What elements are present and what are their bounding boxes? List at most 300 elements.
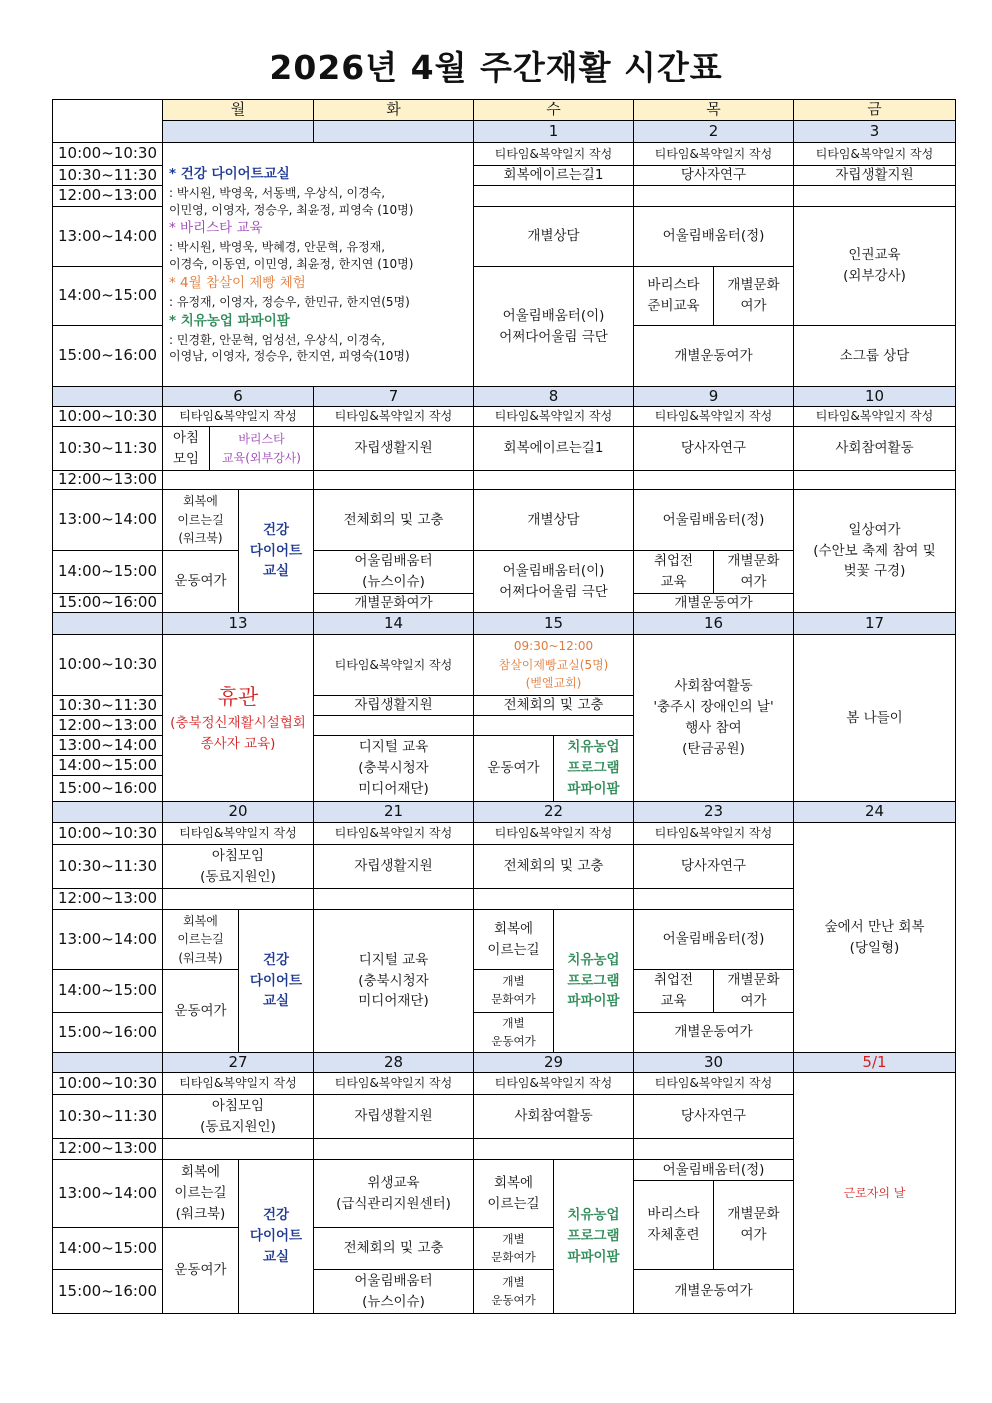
cell-text: 23 [703, 802, 724, 821]
cell-text: 14:00~15:00 [57, 286, 158, 305]
cell-text: 10:00~10:30 [57, 655, 158, 674]
cell-text: 월 [230, 100, 246, 119]
schedule-cell [313, 695, 474, 716]
cell-text: 13:00~14:00 [57, 510, 158, 529]
cell-text: 회복에 [493, 920, 534, 937]
schedule-cell [633, 406, 794, 427]
schedule-cell [313, 406, 474, 427]
schedule-cell [473, 1012, 554, 1053]
schedule-cell [633, 266, 714, 326]
schedule-cell [209, 426, 314, 471]
cell-text: 13:00~14:00 [57, 226, 158, 245]
schedule-cell [52, 1269, 163, 1314]
schedule-cell [473, 801, 634, 823]
schedule-cell [713, 969, 794, 1013]
schedule-cell [162, 470, 314, 490]
schedule-cell [633, 142, 794, 166]
schedule-cell [473, 206, 634, 267]
cell-text: 개별문화여가 [354, 594, 433, 611]
schedule-cell [633, 909, 794, 970]
cell-text: : 민경환, 안문혁, 엄성선, 우상식, 이경숙, [169, 332, 386, 347]
schedule-cell [52, 165, 163, 186]
schedule-cell [52, 888, 163, 910]
schedule-cell [793, 165, 956, 186]
cell-text: 10:30~11:30 [57, 856, 158, 875]
schedule-cell [633, 1138, 794, 1160]
cell-text: 디지털 교육 [358, 951, 429, 968]
schedule-cell [313, 612, 474, 635]
schedule-cell [473, 695, 634, 716]
schedule-cell [793, 406, 956, 427]
cell-text: 15 [543, 613, 564, 632]
cell-text: 개별문화 [727, 972, 780, 989]
schedule-cell [553, 1159, 634, 1314]
cell-text: 10:30~11:30 [57, 1106, 158, 1125]
cell-text: 회복에이르는길1 [503, 440, 604, 457]
schedule-cell [793, 185, 956, 207]
cell-text: : 박시원, 박영욱, 박혜경, 안문혁, 유정재, [169, 240, 386, 255]
schedule-cell [52, 634, 163, 696]
schedule-cell [313, 909, 474, 1053]
schedule-cell [473, 266, 634, 387]
schedule-cell [52, 550, 163, 594]
schedule-cell [473, 406, 634, 427]
cell-text: 티타임&복약일지 작성 [815, 146, 934, 161]
schedule-cell [313, 634, 474, 696]
cell-text: 12:00~13:00 [57, 470, 158, 489]
cell-text: 다이어트 [249, 1228, 303, 1245]
schedule-cell [162, 801, 314, 823]
cell-text: (당일형) [849, 939, 900, 956]
cell-text: 14 [383, 613, 404, 632]
cell-text: (수안보 축제 참여 및 [813, 542, 936, 559]
cell-text: 티타임&복약일지 작성 [334, 657, 453, 672]
schedule-cell [473, 185, 634, 207]
cell-text: 전체회의 및 고충 [343, 511, 444, 528]
schedule-cell [162, 386, 314, 407]
cell-text: 교실 [262, 993, 290, 1010]
cell-text: 티타임&복약일지 작성 [334, 409, 453, 424]
schedule-cell [793, 386, 956, 407]
cell-text: 어울림배움터(정) [662, 931, 765, 948]
schedule-cell [633, 550, 714, 594]
schedule-cell [633, 386, 794, 407]
schedule-cell [162, 822, 314, 845]
cell-text: 개별운동여가 [674, 347, 753, 364]
cell-text: 여가 [740, 1227, 767, 1243]
schedule-cell [52, 386, 163, 407]
schedule-cell [52, 266, 163, 326]
cell-text: (충북시청자 [358, 972, 429, 989]
cell-text: 행사 참여 [685, 720, 742, 736]
cell-text: 자체훈련 [647, 1227, 700, 1243]
cell-text: 15:00~16:00 [57, 593, 158, 612]
cell-text: 아침모임 [211, 847, 265, 864]
schedule-cell [52, 185, 163, 207]
cell-text: 15:00~16:00 [57, 346, 158, 365]
cell-text: 14:00~15:00 [57, 562, 158, 581]
schedule-cell [52, 206, 163, 267]
schedule-cell [52, 1052, 163, 1073]
schedule-cell [52, 775, 163, 802]
schedule-cell [313, 1227, 474, 1270]
cell-text: 27 [228, 1052, 248, 1071]
cell-text: 프로그램 [567, 760, 620, 777]
cell-text: 교육 [660, 574, 687, 590]
schedule-cell [162, 550, 239, 613]
schedule-cell [162, 634, 314, 802]
schedule-cell [238, 489, 314, 613]
cell-text: 회복에 [180, 1164, 221, 1181]
cell-text: * 바리스타 교육 [169, 220, 263, 237]
cell-text: 9 [708, 386, 719, 405]
cell-text: 바리스타 [647, 1206, 700, 1223]
cell-text: 근로자의 날 [843, 1185, 906, 1200]
schedule-cell [52, 1094, 163, 1139]
cell-text: 미디어재단) [358, 993, 429, 1010]
cell-text: 이르는길 [177, 932, 224, 947]
cell-text: 3 [869, 121, 880, 140]
cell-text: 금 [867, 100, 882, 119]
cell-text: 운동여가 [491, 1033, 536, 1048]
schedule-cell [313, 470, 474, 490]
cell-text: 인권교육 [848, 247, 901, 264]
cell-text: 이민영, 이영자, 정승우, 최윤정, 피영숙 (10명) [169, 202, 414, 217]
cell-text: 수 [546, 100, 561, 119]
cell-text: 개별운동여가 [674, 1283, 753, 1300]
schedule-cell [793, 801, 956, 823]
cell-text: 10:00~10:30 [57, 144, 158, 163]
schedule-cell [162, 489, 239, 551]
cell-text: 22 [543, 802, 564, 821]
schedule-cell [633, 325, 794, 387]
cell-text: 일상여가 [848, 521, 901, 538]
schedule-cell [162, 844, 314, 889]
cell-text: 자립생활지원 [354, 697, 433, 714]
cell-text: 프로그램 [567, 972, 620, 989]
schedule-cell [633, 1159, 794, 1181]
schedule-cell [162, 426, 210, 471]
schedule-cell [313, 822, 474, 845]
schedule-cell [553, 909, 634, 1053]
cell-text: 운동여가 [487, 760, 540, 777]
cell-text: 10:00~10:30 [57, 1073, 158, 1092]
schedule-cell [313, 120, 474, 143]
schedule-cell [52, 1012, 163, 1053]
cell-text: : 박시원, 박영욱, 서동백, 우상식, 이경숙, [169, 185, 386, 200]
cell-text: 운동여가 [491, 1292, 536, 1307]
schedule-cell [52, 1159, 163, 1228]
cell-text: 참살이제빵교실(5명) [498, 657, 609, 672]
schedule-cell [473, 550, 634, 613]
schedule-cell [313, 1052, 474, 1073]
schedule-cell [633, 206, 794, 267]
schedule-cell [52, 695, 163, 716]
cell-text: 10:00~10:30 [57, 406, 158, 425]
schedule-cell [473, 735, 554, 802]
schedule-cell [52, 735, 163, 756]
schedule-cell [633, 1269, 794, 1314]
schedule-cell [473, 489, 634, 551]
cell-text: 12:00~13:00 [57, 186, 158, 205]
schedule-cell [313, 1072, 474, 1095]
cell-text: 13:00~14:00 [57, 1183, 158, 1202]
schedule-cell [313, 844, 474, 889]
cell-text: 아침 [172, 429, 200, 446]
schedule-cell [473, 165, 634, 186]
schedule-cell [162, 406, 314, 427]
schedule-cell [473, 386, 634, 407]
schedule-cell [793, 1072, 956, 1314]
cell-text: 미디어재단) [358, 780, 429, 797]
schedule-cell [238, 909, 314, 1053]
schedule-cell [238, 1159, 314, 1314]
cell-text: 개별 [502, 974, 525, 989]
cell-text: (급식관리지원센터) [336, 1195, 451, 1212]
cell-text: 이경숙, 이동연, 이민영, 최윤정, 한지연 (10명) [169, 257, 414, 272]
cell-text: 어울림배움터 [354, 1272, 433, 1289]
schedule-cell [313, 386, 474, 407]
schedule-cell [633, 801, 794, 823]
schedule-cell [793, 142, 956, 166]
cell-text: 회복에 [493, 1174, 534, 1191]
cell-text: 준비교육 [647, 298, 700, 314]
schedule-cell [162, 1227, 239, 1314]
cell-text: 20 [228, 802, 248, 821]
cell-text: 티타임&복약일지 작성 [494, 409, 613, 424]
cell-text: 프로그램 [567, 1228, 620, 1245]
cell-text: 16 [703, 613, 724, 632]
schedule-cell [162, 1094, 314, 1139]
schedule-cell [633, 822, 794, 845]
cell-text: 티타임&복약일지 작성 [654, 1076, 773, 1091]
cell-text: (벧엘교회) [525, 676, 582, 691]
cell-text: 이르는길 [174, 1185, 227, 1202]
cell-text: 당사자연구 [680, 440, 747, 457]
schedule-cell [633, 470, 794, 490]
schedule-cell [313, 715, 474, 736]
schedule-cell [162, 612, 314, 635]
schedule-cell [633, 99, 794, 121]
schedule-cell [473, 612, 634, 635]
cell-text: 바리스타 [647, 277, 700, 294]
cell-text: 휴관 [217, 684, 259, 709]
cell-text: 어쩌다어울림 극단 [499, 328, 608, 345]
cell-text: 티타임&복약일지 작성 [179, 1076, 297, 1091]
cell-text: 티타임&복약일지 작성 [179, 826, 297, 841]
cell-text: 어울림배움터(정) [662, 228, 765, 245]
cell-text: 8 [548, 386, 559, 405]
schedule-cell [553, 735, 634, 802]
schedule-cell [633, 593, 794, 613]
cell-text: 운동여가 [174, 573, 227, 590]
cell-text: 10:30~11:30 [57, 695, 158, 714]
cell-text: 건강 [262, 521, 290, 538]
cell-text: 6 [233, 386, 243, 405]
schedule-cell [633, 120, 794, 143]
cell-text: 개별상담 [527, 228, 580, 245]
cell-text: 치유농업 [567, 739, 620, 756]
schedule-cell [633, 489, 794, 551]
cell-text: 이르는길 [177, 512, 224, 527]
schedule-cell [473, 426, 634, 471]
schedule-cell [473, 909, 554, 970]
cell-text: 교육 [660, 993, 687, 1009]
cell-text: 30 [703, 1052, 724, 1071]
page-title: 2026년 4월 주간재활 시간표 [269, 48, 723, 87]
schedule-cell [313, 593, 474, 613]
cell-text: 여가 [740, 993, 767, 1009]
cell-text: (워크북) [175, 1205, 226, 1222]
schedule-cell [633, 844, 794, 889]
schedule-cell [162, 1072, 314, 1095]
cell-text: (동료지원인) [200, 1118, 276, 1135]
schedule-cell [162, 969, 239, 1053]
schedule-cell [633, 888, 794, 910]
cell-text: 24 [864, 802, 885, 821]
cell-text: 티타임&복약일지 작성 [654, 826, 773, 841]
cell-text: 15:00~16:00 [57, 1281, 158, 1300]
schedule-cell [633, 165, 794, 186]
cell-text: 14:00~15:00 [57, 755, 158, 774]
schedule-cell [793, 1052, 956, 1073]
schedule-cell [313, 550, 474, 594]
cell-text: 어울림배움터 [354, 553, 433, 570]
schedule-cell [473, 1094, 634, 1139]
schedule-cell [313, 489, 474, 551]
cell-text: 개별 [502, 1015, 525, 1030]
cell-text: 13 [228, 613, 248, 632]
cell-text: 5/1 [862, 1052, 887, 1071]
cell-text: 21 [383, 802, 404, 821]
cell-text: 티타임&복약일지 작성 [494, 826, 613, 841]
cell-text: 10:00~10:30 [57, 823, 158, 842]
schedule-cell [52, 844, 163, 889]
cell-text: 10 [864, 386, 885, 405]
cell-text: 개별문화 [727, 1206, 780, 1223]
cell-text: 취업전 [653, 553, 694, 570]
schedule-cell [713, 550, 794, 594]
cell-text: 문화여가 [491, 992, 536, 1006]
cell-text: 티타임&복약일지 작성 [654, 146, 773, 161]
cell-text: 당사자연구 [680, 858, 747, 875]
schedule-cell [473, 1227, 554, 1270]
schedule-cell [162, 142, 474, 387]
cell-text: 자립생활지원 [835, 167, 914, 184]
schedule-cell [473, 1138, 634, 1160]
cell-text: 당사자연구 [680, 1108, 747, 1125]
schedule-cell [473, 142, 634, 166]
schedule-cell [52, 909, 163, 970]
cell-text: 회복에 [183, 494, 218, 509]
cell-text: 12:00~13:00 [57, 889, 158, 908]
schedule-cell [52, 969, 163, 1013]
cell-text: 09:30~12:00 [513, 639, 594, 654]
cell-text: 소그룹 상담 [839, 347, 910, 364]
schedule-cell [633, 1094, 794, 1139]
schedule-cell [473, 844, 634, 889]
schedule-cell [473, 1269, 554, 1314]
schedule-cell [313, 888, 474, 910]
cell-text: 이르는길 [487, 941, 540, 958]
cell-text: 29 [543, 1052, 564, 1071]
schedule-cell [473, 888, 634, 910]
cell-text: 이르는길 [487, 1195, 540, 1212]
cell-text: 위생교육 [367, 1174, 420, 1191]
schedule-cell [162, 1052, 314, 1073]
cell-text: 교육(외부강사) [222, 450, 301, 465]
cell-text: 벚꽃 구경) [843, 563, 906, 580]
cell-text: (뉴스이슈) [362, 574, 425, 590]
schedule-cell [793, 470, 956, 490]
schedule-cell [793, 612, 956, 635]
cell-text: 15:00~16:00 [57, 1022, 158, 1041]
schedule-cell [52, 406, 163, 427]
cell-text: (뉴스이슈) [362, 1293, 425, 1310]
cell-text: 개별 [502, 1231, 525, 1246]
schedule-cell [52, 1227, 163, 1270]
cell-text: 10:30~11:30 [57, 165, 158, 184]
cell-text: 다이어트 [249, 542, 303, 559]
schedule-cell [713, 266, 794, 326]
cell-text: 회복에이르는길1 [503, 167, 604, 184]
schedule-cell [162, 1138, 314, 1160]
cell-text: 봄 나들이 [846, 709, 903, 726]
cell-text: 28 [383, 1052, 404, 1071]
cell-text: 티타임&복약일지 작성 [815, 409, 934, 424]
schedule-cell [473, 470, 634, 490]
cell-text: (탄금공원) [682, 740, 745, 757]
schedule-cell [633, 634, 794, 802]
schedule-cell [52, 612, 163, 635]
schedule-cell [633, 969, 714, 1013]
schedule-cell [162, 120, 314, 143]
cell-text: 여가 [740, 298, 767, 314]
cell-text: 어울림배움터(정) [662, 1161, 765, 1178]
cell-text: 2 [708, 121, 719, 140]
cell-text: : 유정재, 이영자, 정승우, 한민규, 한지연(5명) [169, 294, 410, 309]
cell-text: 7 [388, 386, 399, 405]
cell-text: '충주시 장애인의 날' [653, 699, 774, 716]
cell-text: 화 [386, 100, 401, 119]
cell-text: (동료지원인) [200, 868, 276, 885]
schedule-cell [473, 1159, 554, 1228]
cell-text: 전체회의 및 고충 [503, 697, 604, 714]
cell-text: (워크북) [178, 950, 223, 965]
cell-text: * 4월 참살이 제빵 체험 [169, 274, 306, 291]
cell-text: 회복에 [183, 913, 218, 928]
cell-text: 숲에서 만난 회복 [824, 918, 925, 935]
cell-text: 티타임&복약일지 작성 [334, 1076, 453, 1091]
schedule-cell [52, 715, 163, 736]
schedule-cell [633, 1052, 794, 1073]
schedule-cell [633, 1180, 714, 1270]
schedule-cell [52, 489, 163, 551]
schedule-cell [473, 1072, 634, 1095]
cell-text: 건강 [262, 951, 290, 968]
schedule-cell [793, 426, 956, 471]
schedule-cell [473, 969, 554, 1013]
schedule-cell [52, 755, 163, 776]
cell-text: 사회참여활동 [514, 1108, 593, 1125]
cell-text: 15:00~16:00 [57, 778, 158, 797]
cell-text: 티타임&복약일지 작성 [494, 146, 613, 161]
schedule-cell [52, 822, 163, 845]
schedule-cell [793, 99, 956, 121]
cell-text: 사회참여활동 [674, 678, 753, 695]
cell-text: 디지털 교육 [358, 739, 429, 756]
schedule-cell [313, 1094, 474, 1139]
